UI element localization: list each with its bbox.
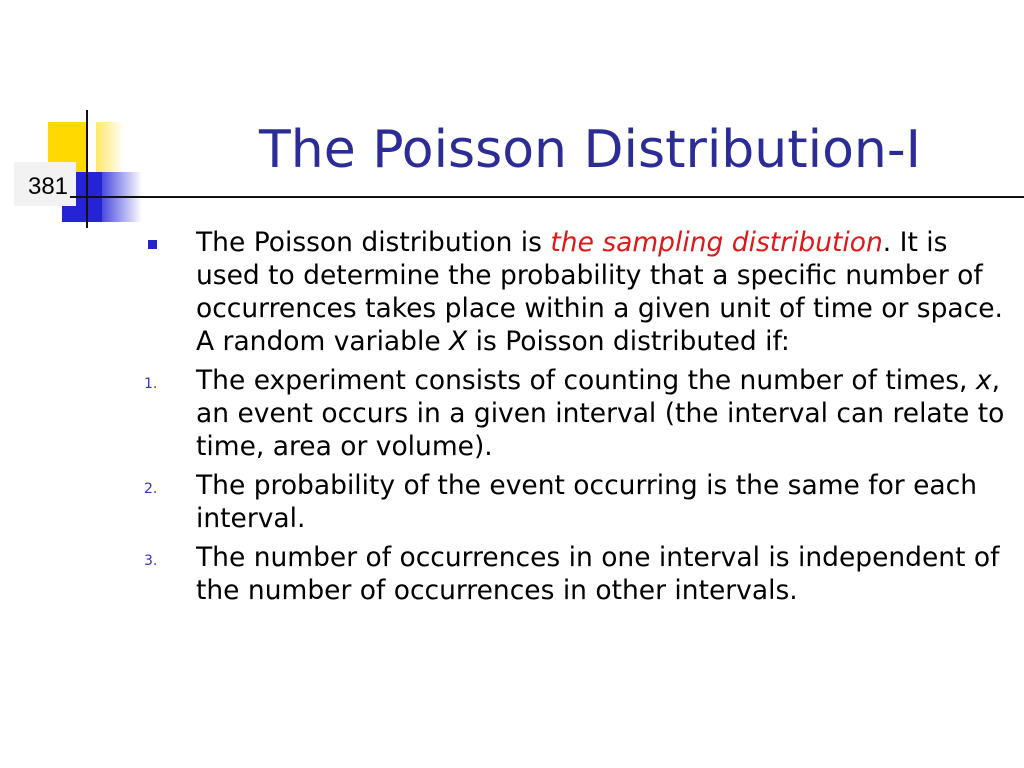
list-item-2 xyxy=(146,469,1006,535)
list-text: The probability of the event occurring is the same for each interval. xyxy=(196,470,978,534)
slide-content xyxy=(146,226,1006,613)
list-text-pre: The experiment consists of counting the number of times, xyxy=(196,365,976,396)
slide-title: The Poisson Distribution-I xyxy=(259,120,921,180)
decor-vertical-line xyxy=(86,110,88,228)
title-underline xyxy=(70,196,1024,198)
list-marker: 1. xyxy=(144,376,158,392)
list-item-1 xyxy=(146,364,1006,463)
bullet-text-mid: . It is used to determine the probability that a specific number of occurrences takes place within a given unit of time or space. A random variable xyxy=(196,227,1003,357)
list-variable: x xyxy=(975,365,992,396)
list-text: The number of occurrences in one interval is independent of the number of occurrences in other intervals. xyxy=(196,542,1000,606)
bullet-item xyxy=(146,226,1006,358)
slide-number: 381 xyxy=(27,173,69,200)
decor-yellow-fade xyxy=(96,122,124,172)
bullet-variable: X xyxy=(449,326,468,357)
bullet-text-pre: The Poisson distribution is xyxy=(196,227,551,258)
bullet-square-icon xyxy=(148,240,157,249)
list-marker: 2. xyxy=(144,481,158,497)
list-item-3 xyxy=(146,541,1006,607)
bullet-text-post: is Poisson distributed if: xyxy=(467,326,790,357)
bullet-emphasis: the sampling distribution xyxy=(550,227,883,258)
list-marker: 3. xyxy=(144,553,158,569)
list-text-post: , an event occurs in a given interval (the interval can relate to time, area or volume). xyxy=(196,365,1005,462)
